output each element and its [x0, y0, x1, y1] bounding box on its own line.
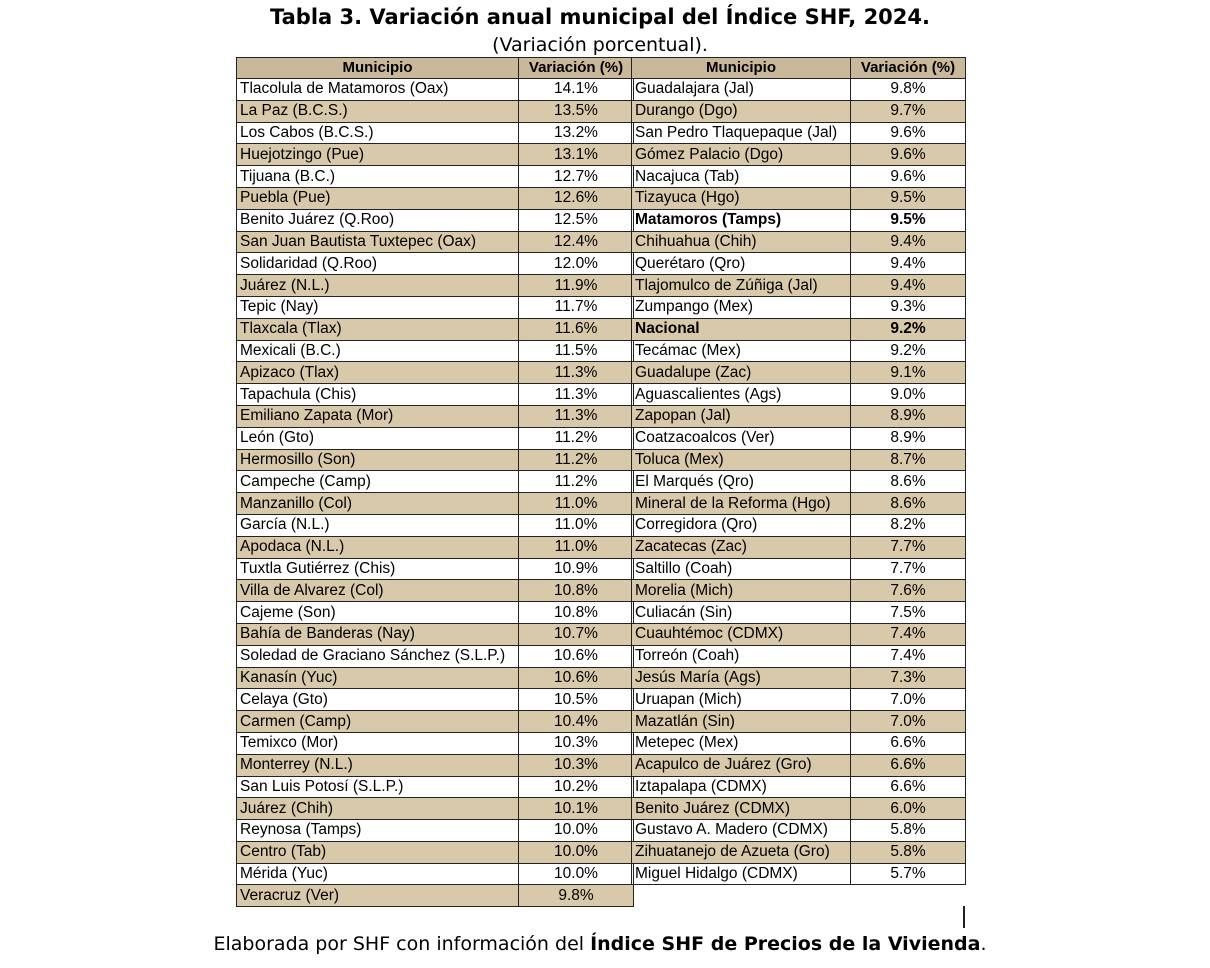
municipio-cell: Guadalajara (Jal)	[632, 79, 851, 101]
table-row	[632, 166, 966, 188]
variacion-cell: 14.1%	[519, 79, 634, 101]
municipio-cell: Juárez (Chih)	[237, 798, 519, 820]
table-row	[237, 471, 634, 493]
municipio-cell: Mazatlán (Sin)	[632, 711, 851, 733]
variacion-cell: 6.6%	[851, 754, 966, 776]
municipio-cell: Zapopan (Jal)	[632, 405, 851, 427]
municipio-cell: Juárez (N.L.)	[237, 275, 519, 297]
variacion-cell: 11.2%	[519, 427, 634, 449]
table-row	[632, 405, 966, 427]
variacion-cell: 10.6%	[519, 667, 634, 689]
table-row	[237, 79, 634, 101]
variacion-cell: 10.5%	[519, 689, 634, 711]
variacion-cell: 13.5%	[519, 100, 634, 122]
table-row	[632, 275, 966, 297]
municipio-cell: Toluca (Mex)	[632, 449, 851, 471]
variacion-cell: 12.5%	[519, 209, 634, 231]
table-row	[632, 493, 966, 515]
table-row	[632, 144, 966, 166]
variacion-cell: 11.0%	[519, 493, 634, 515]
table-row	[237, 318, 634, 340]
table-row	[237, 645, 634, 667]
table-row	[632, 471, 966, 493]
variacion-cell: 6.6%	[851, 732, 966, 754]
table-row	[237, 362, 634, 384]
source-note-name: Índice SHF de Precios de la Vivienda	[590, 933, 981, 955]
table-row	[632, 776, 966, 798]
table-row	[237, 580, 634, 602]
municipio-cell: Mineral de la Reforma (Hgo)	[632, 493, 851, 515]
municipio-cell: Miguel Hidalgo (CDMX)	[632, 863, 851, 885]
variacion-cell: 11.2%	[519, 471, 634, 493]
municipio-cell: Uruapan (Mich)	[632, 689, 851, 711]
variacion-cell: 6.6%	[851, 776, 966, 798]
variacion-cell: 7.4%	[851, 623, 966, 645]
municipio-cell: Aguascalientes (Ags)	[632, 384, 851, 406]
table-row	[632, 362, 966, 384]
variacion-cell: 8.2%	[851, 514, 966, 536]
table-row	[237, 427, 634, 449]
table-title: Tabla 3. Variación anual municipal del Índice SHF, 2024.	[270, 5, 930, 29]
variacion-cell: 9.2%	[851, 318, 966, 340]
variacion-cell: 9.4%	[851, 253, 966, 275]
variacion-cell: 8.6%	[851, 471, 966, 493]
municipio-cell: Corregidora (Qro)	[632, 514, 851, 536]
table-row	[237, 449, 634, 471]
municipio-cell: Huejotzingo (Pue)	[237, 144, 519, 166]
municipio-cell: La Paz (B.C.S.)	[237, 100, 519, 122]
table-row	[237, 732, 634, 754]
variacion-cell: 9.4%	[851, 231, 966, 253]
table-row	[632, 558, 966, 580]
table-row	[632, 841, 966, 863]
variacion-cell: 10.3%	[519, 732, 634, 754]
variacion-cell: 11.5%	[519, 340, 634, 362]
municipio-cell: Mérida (Yuc)	[237, 863, 519, 885]
variacion-cell: 12.7%	[519, 166, 634, 188]
table-row	[237, 166, 634, 188]
table-row	[632, 645, 966, 667]
municipio-cell: Monterrey (N.L.)	[237, 754, 519, 776]
table-row	[237, 885, 634, 907]
variacion-cell: 11.3%	[519, 384, 634, 406]
table-row	[632, 798, 966, 820]
variacion-cell: 9.6%	[851, 122, 966, 144]
variacion-cell: 7.0%	[851, 689, 966, 711]
municipio-cell: Zihuatanejo de Azueta (Gro)	[632, 841, 851, 863]
variacion-cell: 8.6%	[851, 493, 966, 515]
municipio-cell: Guadalupe (Zac)	[632, 362, 851, 384]
municipio-cell: Soledad de Graciano Sánchez (S.L.P.)	[237, 645, 519, 667]
table-row	[237, 144, 634, 166]
variacion-cell: 9.6%	[851, 166, 966, 188]
variacion-cell: 10.8%	[519, 602, 634, 624]
table-row	[237, 340, 634, 362]
municipio-cell: Culiacán (Sin)	[632, 602, 851, 624]
municipio-cell: Puebla (Pue)	[237, 187, 519, 209]
municipio-cell: Iztapalapa (CDMX)	[632, 776, 851, 798]
municipio-cell: Carmen (Camp)	[237, 711, 519, 733]
header-municipio: Municipio	[237, 58, 519, 79]
variacion-cell: 11.0%	[519, 514, 634, 536]
municipio-cell: Gómez Palacio (Dgo)	[632, 144, 851, 166]
municipio-cell: Cajeme (Son)	[237, 602, 519, 624]
variacion-cell: 8.9%	[851, 427, 966, 449]
variacion-cell: 6.0%	[851, 798, 966, 820]
table-row	[632, 580, 966, 602]
municipio-cell: El Marqués (Qro)	[632, 471, 851, 493]
municipio-cell: Campeche (Camp)	[237, 471, 519, 493]
table-row	[632, 514, 966, 536]
table-row	[237, 231, 634, 253]
municipio-cell: Centro (Tab)	[237, 841, 519, 863]
municipio-cell: San Pedro Tlaquepaque (Jal)	[632, 122, 851, 144]
table-row	[632, 536, 966, 558]
municipio-cell: Saltillo (Coah)	[632, 558, 851, 580]
variacion-cell: 11.2%	[519, 449, 634, 471]
table-row	[632, 187, 966, 209]
table-row	[237, 384, 634, 406]
table-row	[632, 296, 966, 318]
table-row	[237, 296, 634, 318]
table-row	[632, 602, 966, 624]
variacion-cell: 8.9%	[851, 405, 966, 427]
municipio-cell: Coatzacoalcos (Ver)	[632, 427, 851, 449]
header-variacion: Variación (%)	[519, 58, 634, 79]
variacion-cell: 7.6%	[851, 580, 966, 602]
municipio-cell: Villa de Alvarez (Col)	[237, 580, 519, 602]
municipio-cell: Hermosillo (Son)	[237, 449, 519, 471]
table-row	[632, 100, 966, 122]
municipio-cell: Reynosa (Tamps)	[237, 820, 519, 842]
municipio-cell: Los Cabos (B.C.S.)	[237, 122, 519, 144]
left-table	[236, 57, 634, 907]
variacion-cell: 7.3%	[851, 667, 966, 689]
municipio-cell: Acapulco de Juárez (Gro)	[632, 754, 851, 776]
table-row	[632, 754, 966, 776]
variacion-cell: 5.8%	[851, 841, 966, 863]
variacion-cell: 9.5%	[851, 209, 966, 231]
municipio-cell: Tapachula (Chis)	[237, 384, 519, 406]
table-row	[632, 623, 966, 645]
municipio-cell: Emiliano Zapata (Mor)	[237, 405, 519, 427]
table-row	[237, 689, 634, 711]
variacion-cell: 5.8%	[851, 820, 966, 842]
variacion-cell: 7.0%	[851, 711, 966, 733]
table-row	[237, 863, 634, 885]
variacion-cell: 9.5%	[851, 187, 966, 209]
variacion-cell: 11.3%	[519, 362, 634, 384]
table-row	[632, 863, 966, 885]
table-edge-line	[963, 906, 965, 928]
municipio-cell: Apodaca (N.L.)	[237, 536, 519, 558]
table-row	[237, 798, 634, 820]
variacion-cell: 10.6%	[519, 645, 634, 667]
variacion-cell: 10.2%	[519, 776, 634, 798]
variacion-cell: 8.7%	[851, 449, 966, 471]
municipio-cell: Benito Juárez (Q.Roo)	[237, 209, 519, 231]
table-row	[237, 122, 634, 144]
table-row	[632, 711, 966, 733]
variacion-cell: 12.6%	[519, 187, 634, 209]
municipio-cell: Manzanillo (Col)	[237, 493, 519, 515]
header-variacion: Variación (%)	[851, 58, 966, 79]
municipio-cell: Celaya (Gto)	[237, 689, 519, 711]
municipio-cell: Benito Juárez (CDMX)	[632, 798, 851, 820]
table-row	[632, 122, 966, 144]
variacion-cell: 10.1%	[519, 798, 634, 820]
table-row	[632, 209, 966, 231]
municipio-cell: Chihuahua (Chih)	[632, 231, 851, 253]
municipio-cell: Jesús María (Ags)	[632, 667, 851, 689]
table-row	[237, 841, 634, 863]
municipio-cell: Tlaxcala (Tlax)	[237, 318, 519, 340]
municipio-cell: Solidaridad (Q.Roo)	[237, 253, 519, 275]
table-row	[237, 536, 634, 558]
variacion-cell: 10.0%	[519, 863, 634, 885]
municipio-cell: Morelia (Mich)	[632, 580, 851, 602]
municipio-cell: Tuxtla Gutiérrez (Chis)	[237, 558, 519, 580]
municipio-cell: Tlacolula de Matamoros (Oax)	[237, 79, 519, 101]
variacion-cell: 7.7%	[851, 536, 966, 558]
municipio-cell: Tijuana (B.C.)	[237, 166, 519, 188]
variacion-cell: 11.7%	[519, 296, 634, 318]
municipio-cell: Veracruz (Ver)	[237, 885, 519, 907]
variacion-cell: 11.3%	[519, 405, 634, 427]
variacion-cell: 11.6%	[519, 318, 634, 340]
municipio-cell: Mexicali (B.C.)	[237, 340, 519, 362]
variacion-cell: 9.4%	[851, 275, 966, 297]
table-row	[632, 689, 966, 711]
table-row	[237, 253, 634, 275]
municipio-cell: Kanasín (Yuc)	[237, 667, 519, 689]
table-row	[632, 231, 966, 253]
variacion-cell: 11.9%	[519, 275, 634, 297]
variacion-cell: 9.2%	[851, 340, 966, 362]
variacion-cell: 7.5%	[851, 602, 966, 624]
variacion-cell: 12.4%	[519, 231, 634, 253]
municipio-cell: León (Gto)	[237, 427, 519, 449]
source-note-suffix: .	[980, 933, 987, 955]
variacion-cell: 7.4%	[851, 645, 966, 667]
right-table	[631, 57, 966, 885]
variacion-cell: 9.6%	[851, 144, 966, 166]
variacion-cell: 5.7%	[851, 863, 966, 885]
municipio-cell: Zumpango (Mex)	[632, 296, 851, 318]
table-row	[632, 384, 966, 406]
municipio-cell: Gustavo A. Madero (CDMX)	[632, 820, 851, 842]
table-row	[237, 558, 634, 580]
variacion-cell: 9.7%	[851, 100, 966, 122]
municipio-cell: Temixco (Mor)	[237, 732, 519, 754]
table-row	[237, 711, 634, 733]
variacion-cell: 10.9%	[519, 558, 634, 580]
table-row	[237, 667, 634, 689]
variacion-cell: 12.0%	[519, 253, 634, 275]
table-row	[237, 514, 634, 536]
municipio-cell: San Juan Bautista Tuxtepec (Oax)	[237, 231, 519, 253]
variacion-cell: 9.1%	[851, 362, 966, 384]
table-row	[632, 340, 966, 362]
table-row	[237, 623, 634, 645]
variacion-cell: 7.7%	[851, 558, 966, 580]
table-row	[237, 209, 634, 231]
variacion-cell: 10.4%	[519, 711, 634, 733]
municipio-cell: Cuauhtémoc (CDMX)	[632, 623, 851, 645]
municipio-cell: García (N.L.)	[237, 514, 519, 536]
table-row	[632, 253, 966, 275]
variacion-cell: 13.2%	[519, 122, 634, 144]
source-note-prefix: Elaborada por SHF con información del	[213, 933, 591, 955]
table-row	[237, 405, 634, 427]
variacion-cell: 10.7%	[519, 623, 634, 645]
variacion-cell: 11.0%	[519, 536, 634, 558]
table-row	[632, 79, 966, 101]
municipio-cell: Querétaro (Qro)	[632, 253, 851, 275]
municipio-cell: Durango (Dgo)	[632, 100, 851, 122]
table-row	[237, 100, 634, 122]
municipio-cell: Tizayuca (Hgo)	[632, 187, 851, 209]
variacion-cell: 10.3%	[519, 754, 634, 776]
table-row	[237, 275, 634, 297]
municipio-cell: Bahía de Banderas (Nay)	[237, 623, 519, 645]
municipio-cell: Torreón (Coah)	[632, 645, 851, 667]
table-row	[632, 318, 966, 340]
table-row	[237, 776, 634, 798]
table-row	[632, 667, 966, 689]
header-municipio: Municipio	[632, 58, 851, 79]
source-note	[0, 931, 1200, 957]
municipio-cell: Tlajomulco de Zúñiga (Jal)	[632, 275, 851, 297]
table-row	[632, 820, 966, 842]
variacion-cell: 9.0%	[851, 384, 966, 406]
table-row	[237, 754, 634, 776]
variacion-cell: 10.0%	[519, 841, 634, 863]
municipio-cell: Nacional	[632, 318, 851, 340]
table-row	[237, 602, 634, 624]
municipio-cell: San Luis Potosí (S.L.P.)	[237, 776, 519, 798]
municipio-cell: Matamoros (Tamps)	[632, 209, 851, 231]
table-row	[237, 820, 634, 842]
table-row	[237, 493, 634, 515]
table-row	[632, 732, 966, 754]
table-row	[632, 427, 966, 449]
municipio-cell: Nacajuca (Tab)	[632, 166, 851, 188]
variacion-cell: 13.1%	[519, 144, 634, 166]
variacion-cell: 10.0%	[519, 820, 634, 842]
municipio-cell: Tepic (Nay)	[237, 296, 519, 318]
table-row	[632, 449, 966, 471]
municipio-cell: Tecámac (Mex)	[632, 340, 851, 362]
variacion-cell: 9.8%	[851, 79, 966, 101]
variacion-cell: 9.8%	[519, 885, 634, 907]
table-subtitle: (Variación porcentual).	[492, 34, 708, 56]
variacion-cell: 10.8%	[519, 580, 634, 602]
municipio-cell: Zacatecas (Zac)	[632, 536, 851, 558]
municipio-cell: Metepec (Mex)	[632, 732, 851, 754]
variacion-cell: 9.3%	[851, 296, 966, 318]
municipio-cell: Apizaco (Tlax)	[237, 362, 519, 384]
table-row	[237, 187, 634, 209]
